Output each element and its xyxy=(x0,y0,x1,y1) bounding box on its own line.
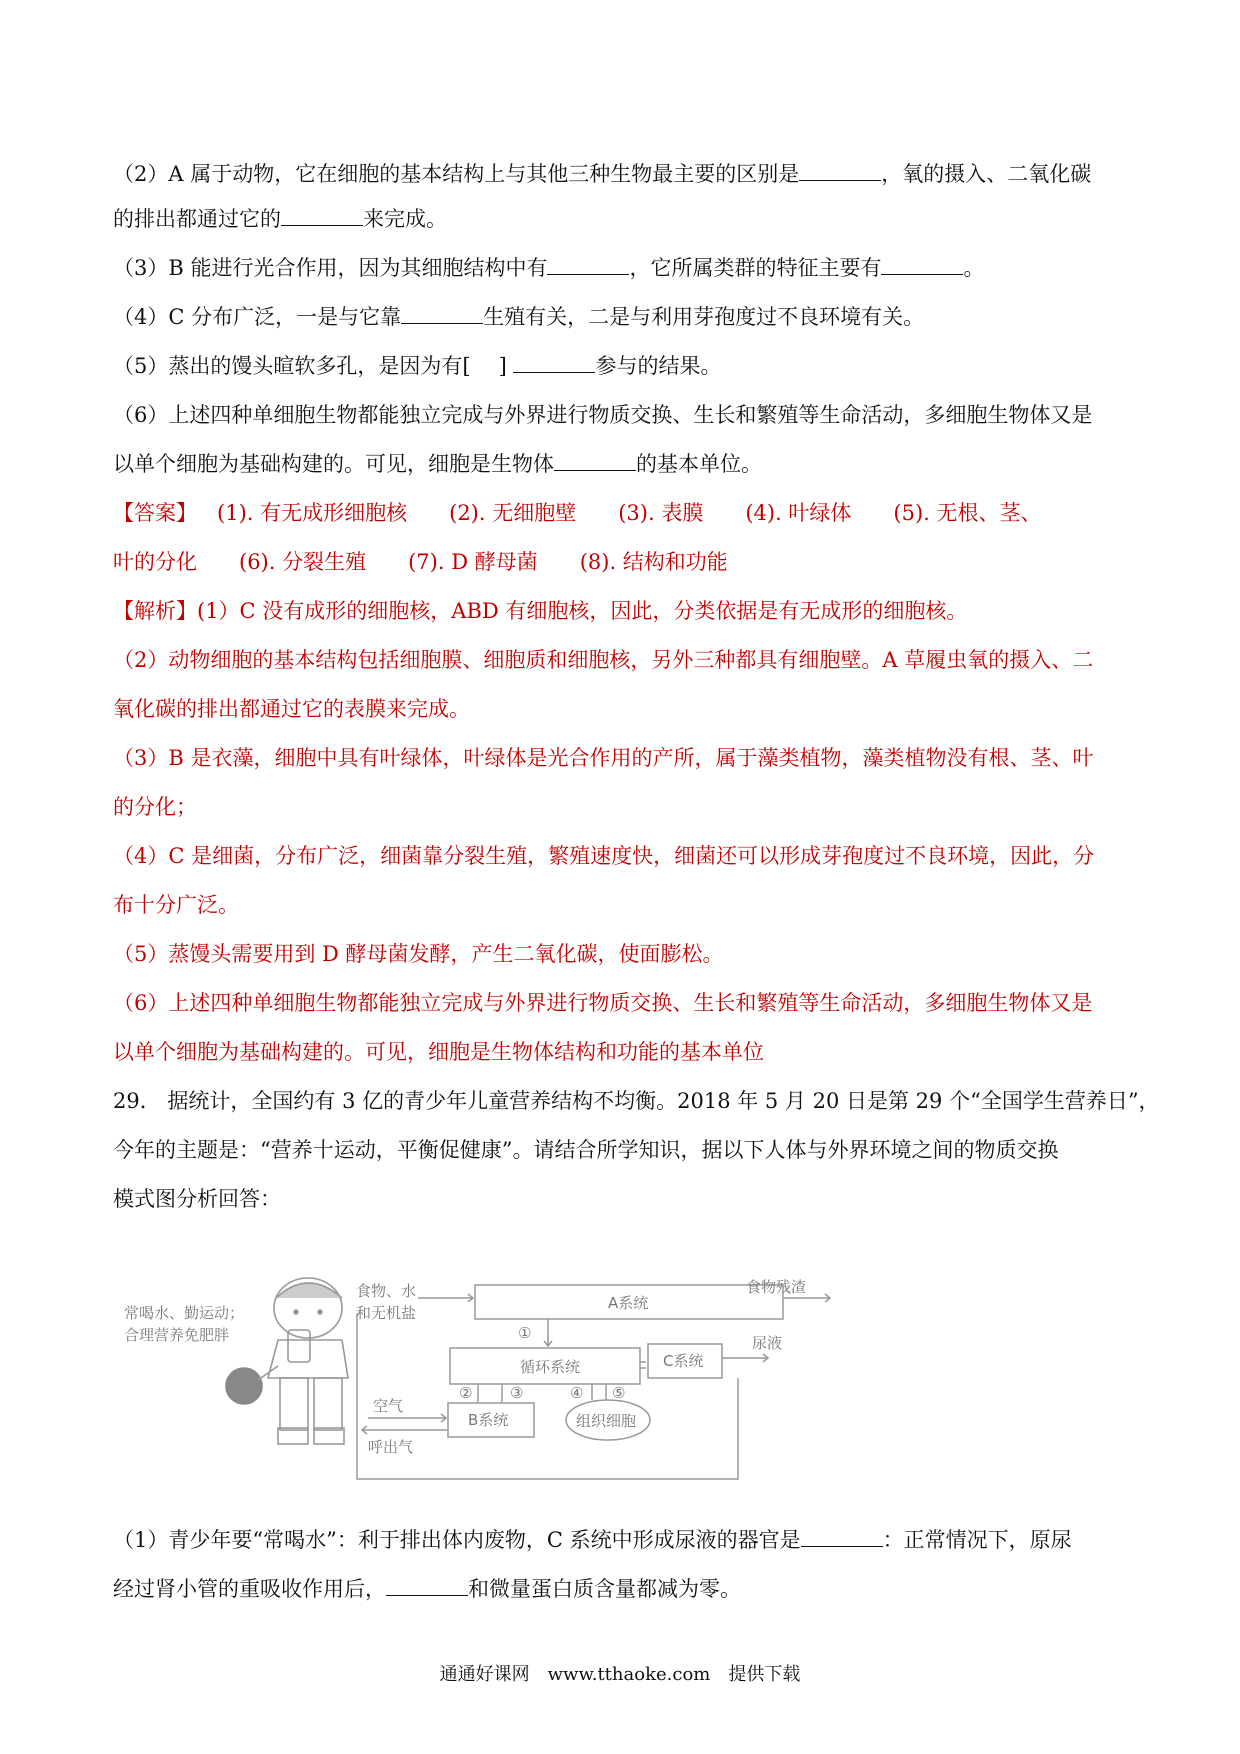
question-29-line-3: 模式图分析回答： xyxy=(113,1187,281,1211)
answer-blank xyxy=(554,450,636,471)
food-water-label-1: 食物、水 xyxy=(356,1282,417,1300)
explanation-label: 【解析】 xyxy=(113,599,197,623)
question-29-line-2: 今年的主题是：“营养十运动，平衡促健康”。请结合所学知识，据以下人体与外界环境之间的物质交换 xyxy=(113,1138,1059,1162)
question-5 xyxy=(113,352,1133,380)
text: ，氧的摄入、二氧化碳 xyxy=(881,162,1092,186)
num-4-label: ④ xyxy=(570,1384,584,1402)
explanation-2-line-2: 氧化碳的排出都通过它的表膜来完成。 xyxy=(113,697,470,721)
question-29-1-line-1 xyxy=(113,1526,1133,1554)
child-drinking-illustration xyxy=(226,1278,348,1444)
text: 的排出都通过它的 xyxy=(113,207,281,231)
food-water-label-2: 和无机盐 xyxy=(356,1304,417,1322)
question-29-1-line-2 xyxy=(113,1575,1133,1603)
explanation-4-line-2: 布十分广泛。 xyxy=(113,893,239,917)
text: ，它所属类群的特征主要有 xyxy=(629,256,882,280)
food-residue-label: 食物残渣 xyxy=(746,1278,807,1296)
caption xyxy=(124,1304,244,1344)
question-4 xyxy=(113,303,1133,331)
text: 的基本单位。 xyxy=(636,452,762,476)
answer-blank xyxy=(281,205,363,226)
text: （5）蒸出的馒头暄软多孔，是因为有[ xyxy=(113,354,471,378)
answer-line-1 xyxy=(113,499,1133,527)
answer-blank xyxy=(513,352,595,373)
caption-line-1: 常喝水、勤运动； xyxy=(124,1304,245,1322)
text: (1). 有无成形细胞核 (2). 无细胞壁 (3). 表膜 (4). 叶绿体 (5). 无根、茎、 xyxy=(217,501,1042,525)
urine-label: 尿液 xyxy=(752,1334,783,1352)
explanation-3-line-1: （3）B 是衣藻，细胞中具有叶绿体，叶绿体是光合作用的产所，属于藻类植物，藻类植物没有根、茎、叶 xyxy=(113,746,1094,770)
exhale-label: 呼出气 xyxy=(368,1438,414,1456)
text: ] xyxy=(498,354,507,378)
answer-blank xyxy=(881,254,963,275)
system-c-label: C系统 xyxy=(663,1352,704,1370)
answer-blank xyxy=(386,1575,468,1596)
question-6-line-2 xyxy=(113,450,1133,478)
explanation-2-line-1: （2）动物细胞的基本结构包括细胞膜、细胞质和细胞核，另外三种都具有细胞壁。A 草履虫氧的摄入、二 xyxy=(113,648,1094,672)
num-5-label: ⑤ xyxy=(612,1384,626,1402)
explanation-5: （5）蒸馒头需要用到 D 酵母菌发酵，产生二氧化碳，使面膨松。 xyxy=(113,942,724,966)
tissue-cell-label: 组织细胞 xyxy=(576,1412,637,1430)
circulatory-system-label: 循环系统 xyxy=(520,1358,581,1376)
text: 参与的结果。 xyxy=(595,354,722,378)
num-2-label: ② xyxy=(459,1384,473,1402)
explanation-6-line-1: （6）上述四种单细胞生物都能独立完成与外界进行物质交换、生长和繁殖等生命活动，多细胞生物体又是 xyxy=(113,991,1093,1015)
explanation-4-line-1: （4）C 是细菌，分布广泛，细菌靠分裂生殖，繁殖速度快，细菌还可以形成芽孢度过不良环境，因此，分 xyxy=(113,844,1095,868)
page-footer: 通通好课网 www.tthaoke.com 提供下载 xyxy=(439,1664,801,1685)
answer-line-2: 叶的分化 (6). 分裂生殖 (7). D 酵母菌 (8). 结构和功能 xyxy=(113,550,728,574)
text: 来完成。 xyxy=(363,207,447,231)
text: 以单个细胞为基础构建的。可见，细胞是生物体 xyxy=(113,452,554,476)
question-2-line-2 xyxy=(113,205,1133,233)
text: （3）B 能进行光合作用，因为其细胞结构中有 xyxy=(113,256,548,280)
air-label: 空气 xyxy=(373,1397,404,1415)
text: （4）C 分布广泛，一是与它靠 xyxy=(113,305,402,329)
material-exchange-diagram xyxy=(118,1268,908,1483)
text: ：正常情况下，原尿 xyxy=(882,1528,1072,1552)
question-2-line-1 xyxy=(113,160,1133,188)
system-a-label: A系统 xyxy=(608,1294,649,1312)
answer-blank xyxy=(799,160,881,181)
explanation-6-line-2: 以单个细胞为基础构建的。可见，细胞是生物体结构和功能的基本单位 xyxy=(113,1040,764,1064)
text: （1）青少年要“常喝水”：利于排出体内废物，C 系统中形成尿液的器官是 xyxy=(113,1528,801,1552)
caption-line-2: 合理营养免肥胖 xyxy=(124,1326,230,1344)
explanation-3-line-2: 的分化； xyxy=(113,795,197,819)
num-3-label: ③ xyxy=(510,1384,524,1402)
text: 经过肾小管的重吸收作用后， xyxy=(113,1577,386,1601)
answer-blank xyxy=(801,1526,883,1547)
num-1-label: ① xyxy=(518,1324,532,1342)
text: (1）C 没有成形的细胞核，ABD 有细胞核，因此，分类依据是有无成形的细胞核。 xyxy=(197,599,968,623)
text: 生殖有关，二是与利用芽孢度过不良环境有关。 xyxy=(483,305,925,329)
question-29-line-1: 29． 据统计，全国约有 3 亿的青少年儿童营养结构不均衡。2018 年 5 月 20 日是第 29 个“全国学生营养日”， xyxy=(113,1089,1160,1113)
answer-blank xyxy=(401,303,483,324)
text: 。 xyxy=(963,256,985,280)
answer-label: 【答案】 xyxy=(113,501,197,525)
explanation-1 xyxy=(113,597,1133,625)
question-6-line-1: （6）上述四种单细胞生物都能独立完成与外界进行物质交换、生长和繁殖等生命活动，多细胞生物体又是 xyxy=(113,403,1093,427)
system-b-label: B系统 xyxy=(468,1411,509,1429)
text: （2）A 属于动物，它在细胞的基本结构上与其他三种生物最主要的区别是 xyxy=(113,162,800,186)
question-3 xyxy=(113,254,1133,282)
answer-blank xyxy=(547,254,629,275)
text: 和微量蛋白质含量都减为零。 xyxy=(468,1577,741,1601)
